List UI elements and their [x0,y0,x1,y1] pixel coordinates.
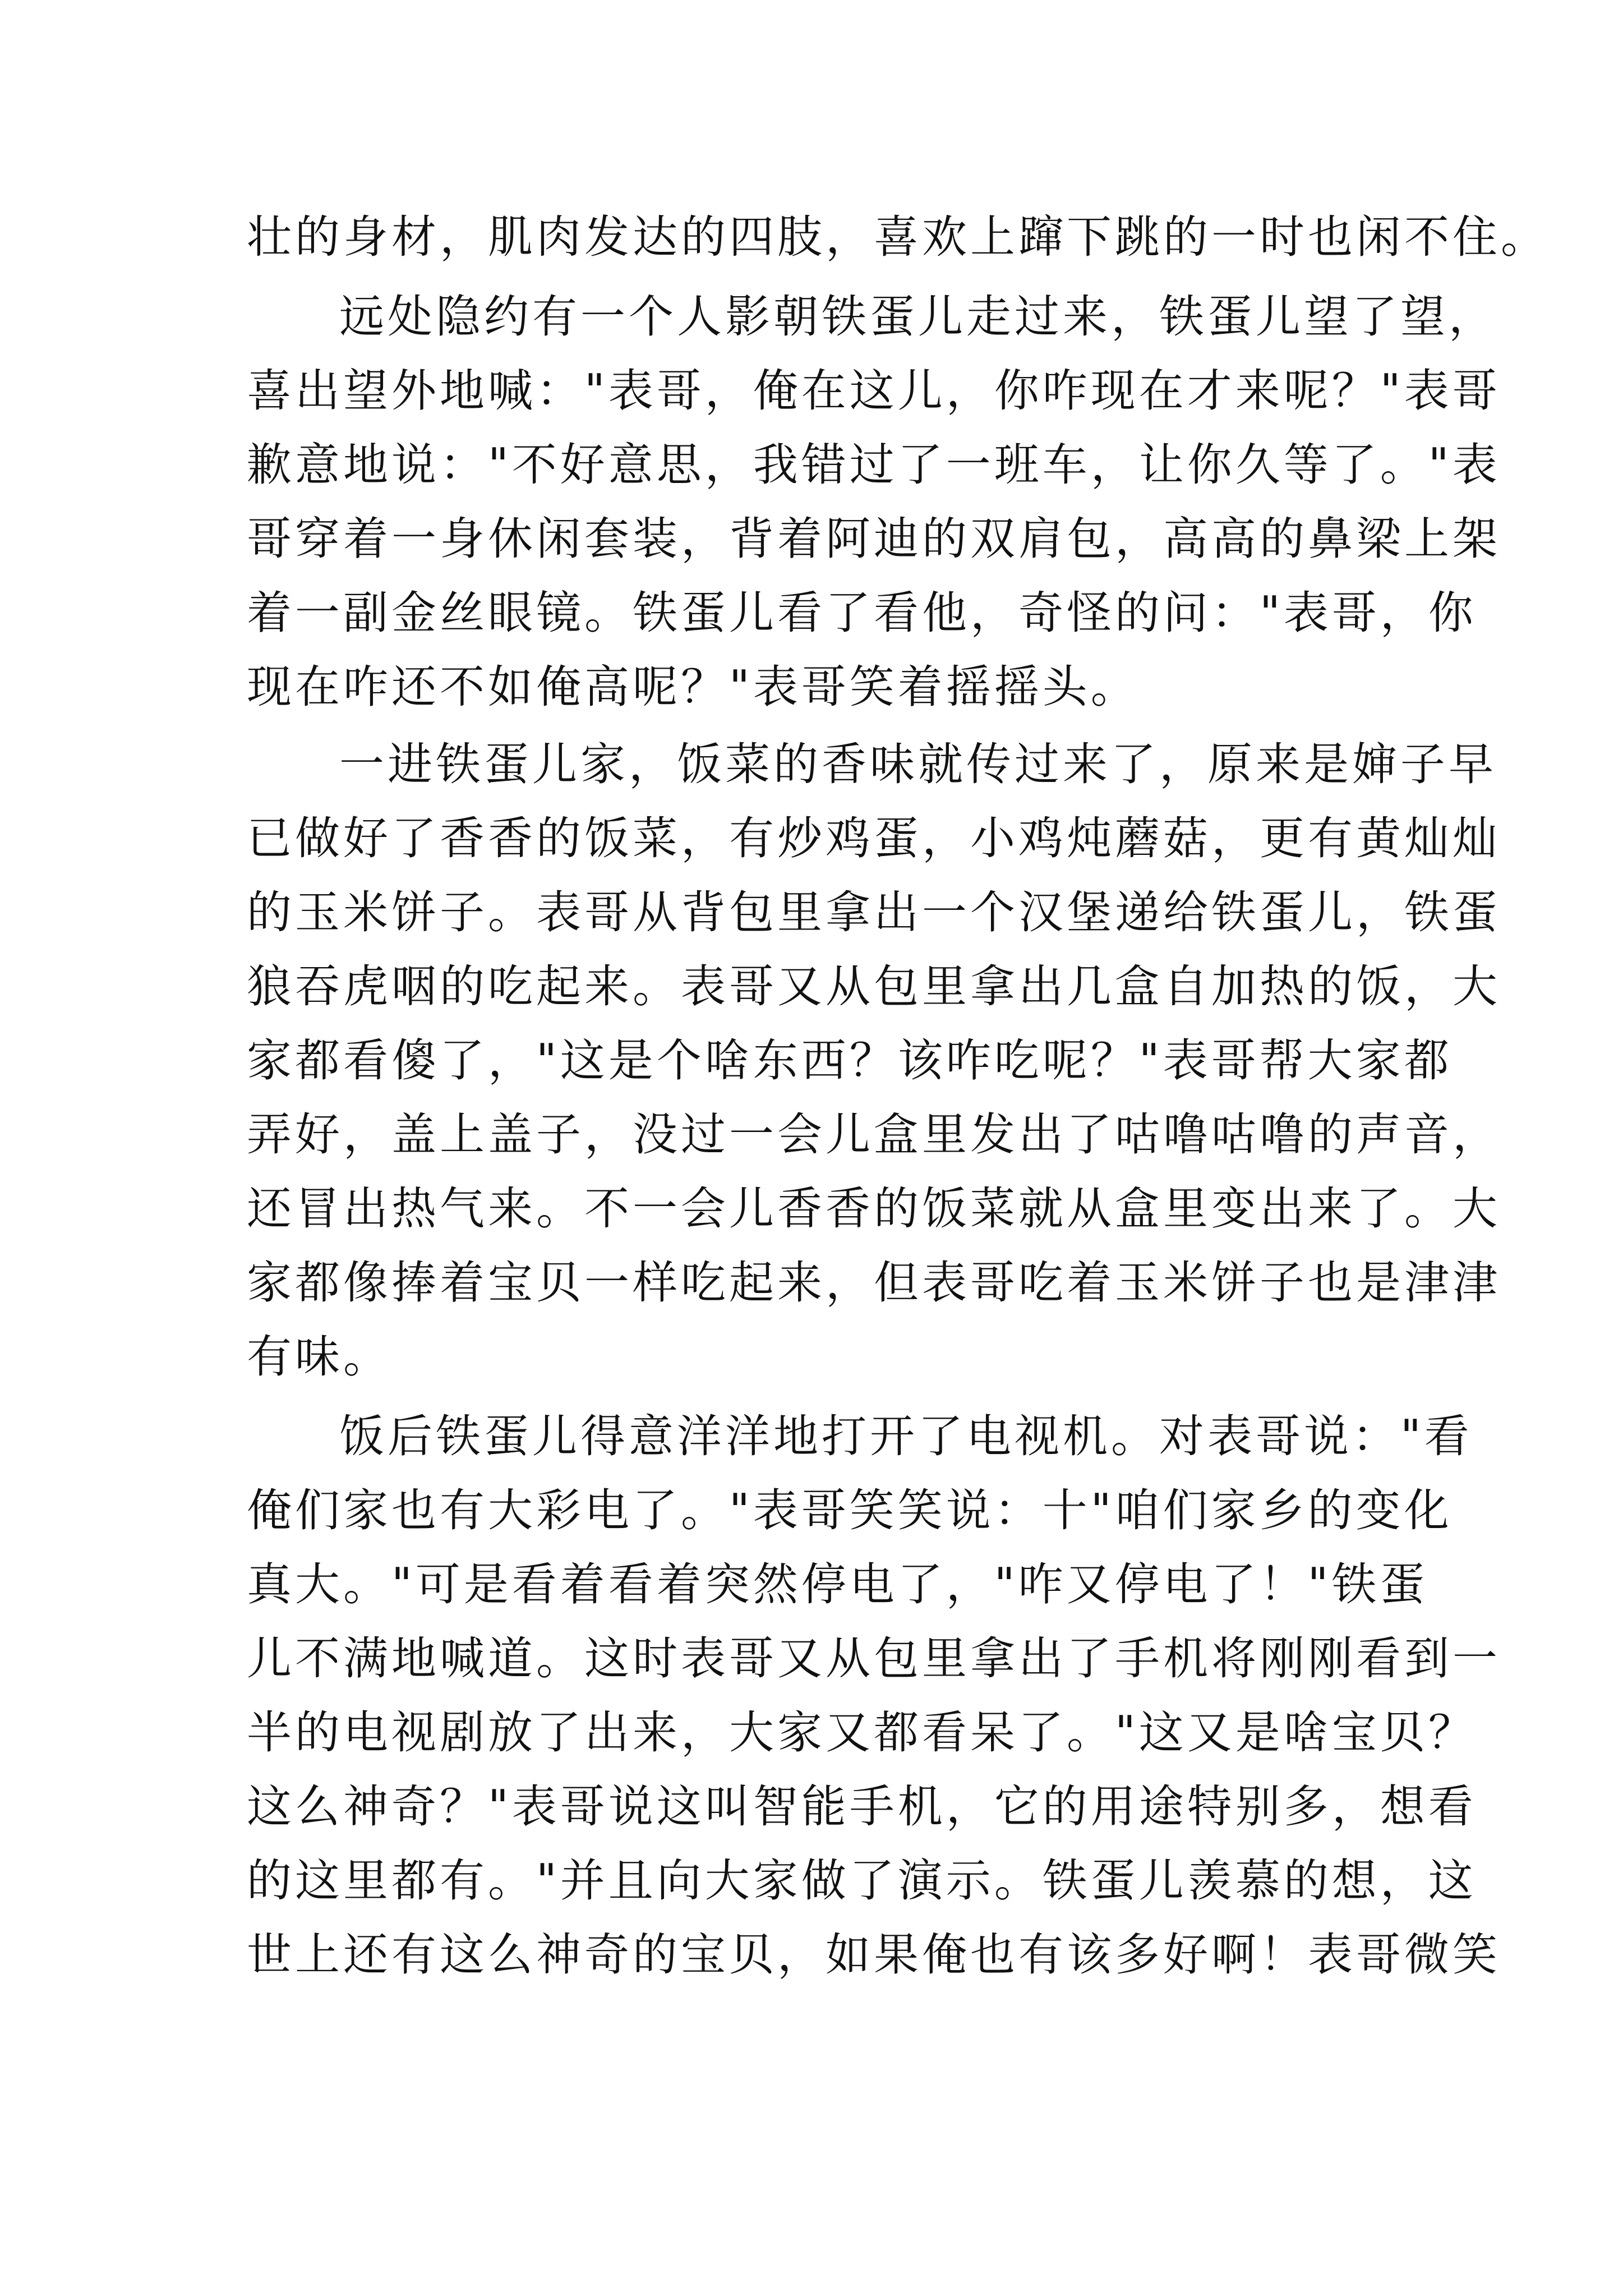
paragraph-start-line: 远处隐约有一个人影朝铁蛋儿走过来，铁蛋儿望了望， [339,291,1497,343]
text-line: 半的电视剧放了出来，大家又都看呆了。"这又是啥宝贝？ [247,1706,1477,1759]
text-line: 家都像捧着宝贝一样吃起来，但表哥吃着玉米饼子也是津津 [247,1257,1501,1309]
text-line: 儿不满地喊道。这时表哥又从包里拿出了手机将刚刚看到一 [247,1632,1501,1685]
text-line: 喜出望外地喊："表哥，俺在这儿，你咋现在才来呢？"表哥 [247,365,1501,417]
text-line: 俺们家也有大彩电了。"表哥笑笑说：十"咱们家乡的变化 [247,1484,1453,1536]
text-line: 的玉米饼子。表哥从背包里拿出一个汉堡递给铁蛋儿，铁蛋 [247,886,1501,938]
text-line: 有味。 [247,1331,391,1383]
text-line: 弄好，盖上盖子，没过一会儿盒里发出了咕噜咕噜的声音， [247,1108,1501,1161]
text-line: 真大。"可是看着看着突然停电了，"咋又停电了！"铁蛋 [247,1558,1428,1611]
text-line: 歉意地说："不好意思，我错过了一班车，让你久等了。"表 [247,439,1501,491]
paragraph-start-line: 一进铁蛋儿家，饭菜的香味就传过来了，原来是婶子早 [339,738,1497,790]
text-line: 哥穿着一身休闲套装，背着阿迪的双肩包，高高的鼻梁上架 [247,513,1501,565]
text-line: 现在咋还不如俺高呢？"表哥笑着摇摇头。 [247,661,1139,713]
text-line: 已做好了香香的饭菜，有炒鸡蛋，小鸡炖蘑菇，更有黄灿灿 [247,812,1501,864]
text-line: 的这里都有。"并且向大家做了演示。铁蛋儿羡慕的想，这 [247,1855,1477,1907]
text-line: 还冒出热气来。不一会儿香香的饭菜就从盒里变出来了。大 [247,1182,1501,1235]
text-line: 世上还有这么神奇的宝贝，如果俺也有该多好啊！表哥微笑 [247,1929,1501,1981]
text-line: 着一副金丝眼镜。铁蛋儿看了看他，奇怪的问："表哥，你 [247,587,1477,639]
text-line: 这么神奇？"表哥说这叫智能手机，它的用途特别多，想看 [247,1780,1477,1833]
text-line: 壮的身材，肌肉发达的四肢，喜欢上蹿下跳的一时也闲不住。 [247,211,1549,263]
text-line: 狼吞虎咽的吃起来。表哥又从包里拿出几盒自加热的饭，大 [247,960,1501,1013]
paragraph-start-line: 饭后铁蛋儿得意洋洋地打开了电视机。对表哥说："看 [339,1410,1473,1462]
text-line: 家都看傻了，"这是个啥东西？该咋吃呢？"表哥帮大家都 [247,1034,1453,1087]
